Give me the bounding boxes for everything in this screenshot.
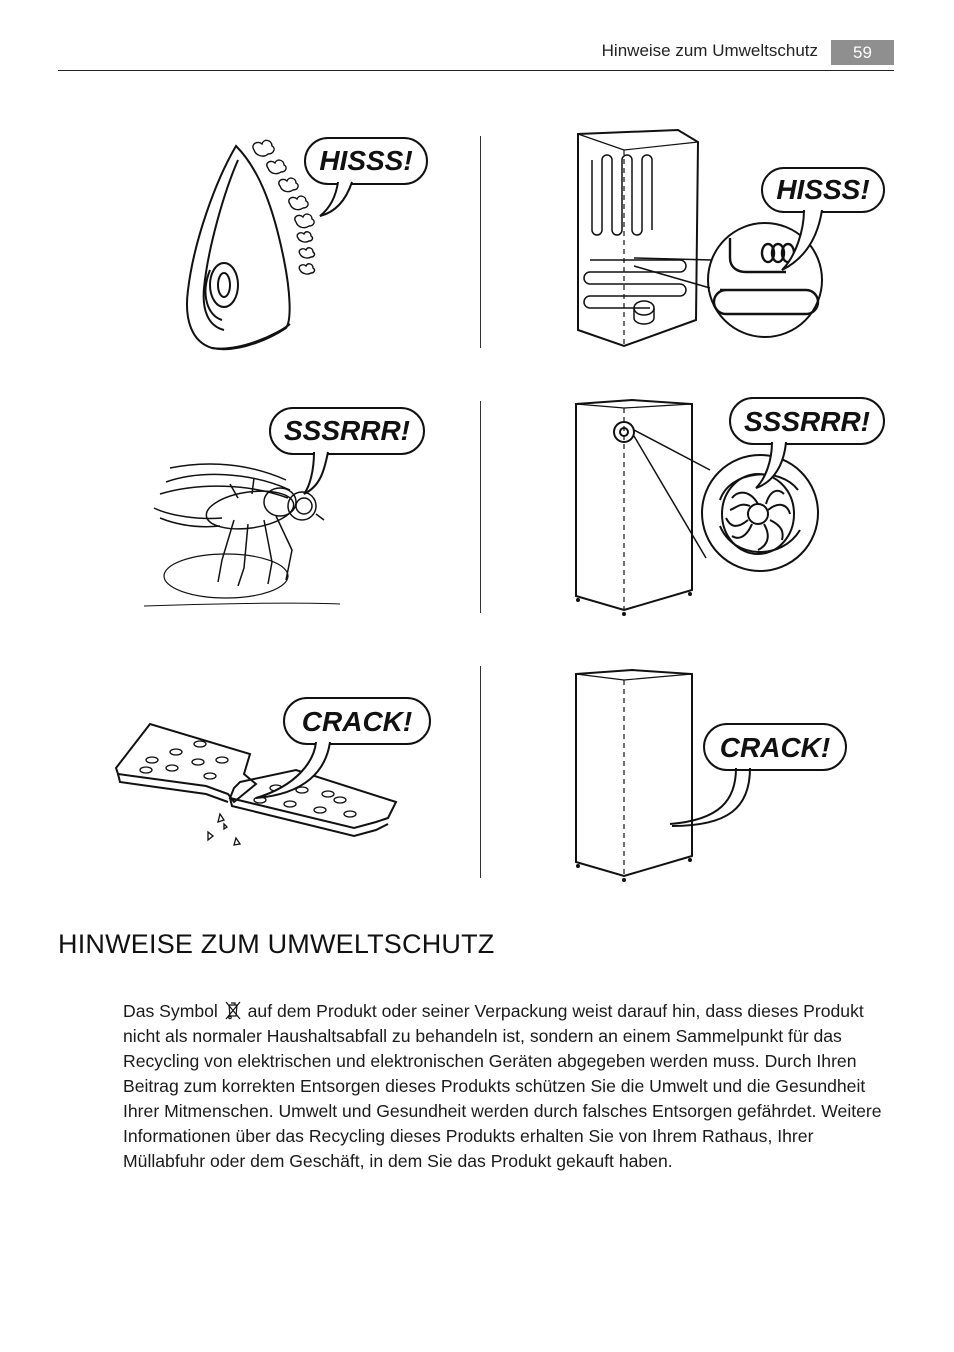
text-before-symbol: Das Symbol [123,1001,218,1021]
column-divider-row1 [480,136,481,348]
header-rule [58,70,894,71]
fly-sound-label: SSSRRR! [283,415,411,446]
fridge-condenser-illustration [560,120,890,360]
running-header-title: Hinweise zum Umweltschutz [601,41,818,60]
fridge-fan-illustration [560,390,890,630]
column-divider-row3 [480,666,481,878]
fridge-cabinet-illustration [560,660,860,890]
cracking-ice-illustration [110,690,440,860]
fridge-coil-sound-label: HISSS! [776,174,870,205]
fridge-fan-sound-label: SSSRRR! [743,406,871,437]
text-after-symbol: auf dem Produkt oder seiner Verpackung weist darauf hin, dass dieses Produkt nicht als normaler Haushaltsabfall zu behandeln ist, sondern an einem Sammelpunkt für das Recycling von elektrischen und elektronischen Geräten abgegeben werden muss. Durch Ihren Beitrag zum korrekten Entsorgen dieses Produkts schützen Sie die Umwelt und die Gesundheit Ihrer Mitmenschen. Umwelt und Gesundheit werden durch falsches Entsorgen gefährdet. Weitere Informationen über das Recycling dieses Produkts erhalten Sie von Ihrem Rathaus, Ihrer Müllabfuhr oder dem Geschäft, in dem Sie das Produkt gekauft haben. [123,1001,882,1171]
steam-iron-illustration [150,120,470,370]
page-number-badge: 59 [831,40,894,65]
fridge-crack-sound-label: CRACK! [719,732,831,763]
ice-sound-label: CRACK! [301,706,413,737]
column-divider-row2 [480,401,481,613]
disposal-paragraph [123,999,898,1174]
section-heading: HINWEISE ZUM UMWELTSCHUTZ [58,929,495,959]
buzzing-fly-illustration [140,390,440,615]
iron-sound-label: HISSS! [319,145,413,176]
crossed-out-wheelie-bin-icon [225,1001,241,1020]
